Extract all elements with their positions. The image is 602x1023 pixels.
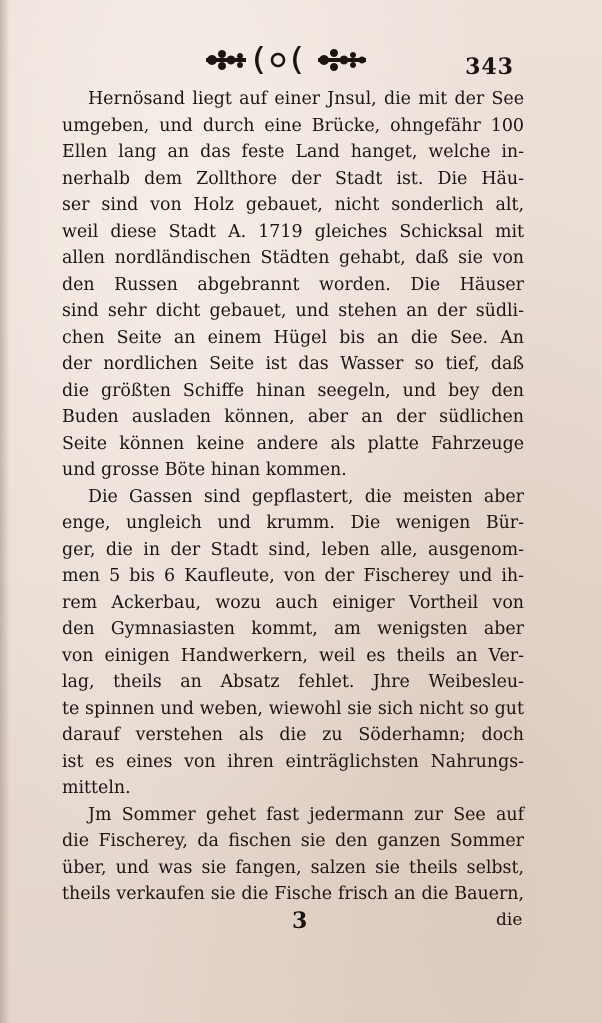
page-number: 343 [465, 54, 514, 80]
text-line: allen nordländischen Städten gehabt, daß sie von [62, 248, 524, 268]
text-line: umgeben, und durch eine Brücke, ohngefähr 100 [62, 115, 524, 136]
text-line: sind sehr dicht gebauet, und stehen an der südli- [62, 301, 524, 321]
text-line: Ellen lang an das feste Land hanget, welche in- [62, 142, 524, 162]
signature-mark: 3 [292, 908, 308, 934]
text-line: Jm Sommer gehet fast jedermann zur See auf [88, 804, 524, 825]
text-line: rem Ackerbau, wozu auch einiger Vortheil von [62, 592, 524, 613]
text-line: lag, theils an Absatz fehlet. Jhre Weibesleu- [62, 672, 524, 692]
catchword: die [496, 910, 523, 930]
text-line: ger, die in der Stadt sind, leben alle, ausgenom- [62, 539, 524, 560]
text-line: mitteln. [62, 778, 131, 798]
text-line: Die Gassen sind gepflastert, die meisten aber [88, 486, 524, 507]
text-line: Seite können keine andere als platte Fahrzeuge [62, 433, 524, 454]
page-header [0, 36, 602, 84]
body-text [62, 86, 524, 908]
text-line: ist es eines von ihren einträglichsten Nahrungs- [62, 751, 524, 772]
text-line: und grosse Böte hinan kommen. [62, 460, 347, 480]
text-line: Hernösand liegt auf einer Jnsul, die mit der See [88, 89, 524, 109]
text-line: die Fischerey, da fischen sie den ganzen Sommer [62, 831, 524, 851]
text-line: men 5 bis 6 Kaufleute, von der Fischerey und ih- [62, 566, 524, 586]
text-line: darauf verstehen als die zu Söderhamn; doch [62, 725, 524, 745]
page-footer [0, 902, 602, 942]
text-line: weil diese Stadt A. 1719 gleiches Schicksal mit [62, 221, 524, 242]
text-line: den Gymnasiasten kommt, am wenigsten aber [62, 619, 524, 639]
text-line: theils verkaufen sie die Fische frisch an die Bauern, [62, 884, 524, 904]
header-ornament-icon [198, 42, 378, 78]
text-line: von einigen Handwerkern, weil es theils an Ver- [62, 645, 524, 666]
text-line: über, und was sie fangen, salzen sie theils selbst, [62, 857, 524, 878]
text-line: den Russen abgebrannt worden. Die Häuser [62, 274, 524, 295]
text-line: te spinnen und weben, wiewohl sie sich nicht so gut [62, 698, 524, 719]
text-line: chen Seite an einem Hügel bis an die See. An [62, 327, 524, 348]
text-line: die größten Schiffe hinan seegeln, und bey den [62, 380, 524, 401]
text-line: der nordlichen Seite ist das Wasser so tief, daß [62, 354, 524, 374]
text-line: ser sind von Holz gebauet, nicht sonderlich alt, [62, 195, 524, 215]
text-line: nerhalb dem Zollthore der Stadt ist. Die Häu- [62, 168, 524, 189]
text-line: enge, ungleich und krumm. Die wenigen Bür- [62, 513, 524, 533]
text-line: Buden ausladen können, aber an der südlichen [62, 407, 524, 427]
